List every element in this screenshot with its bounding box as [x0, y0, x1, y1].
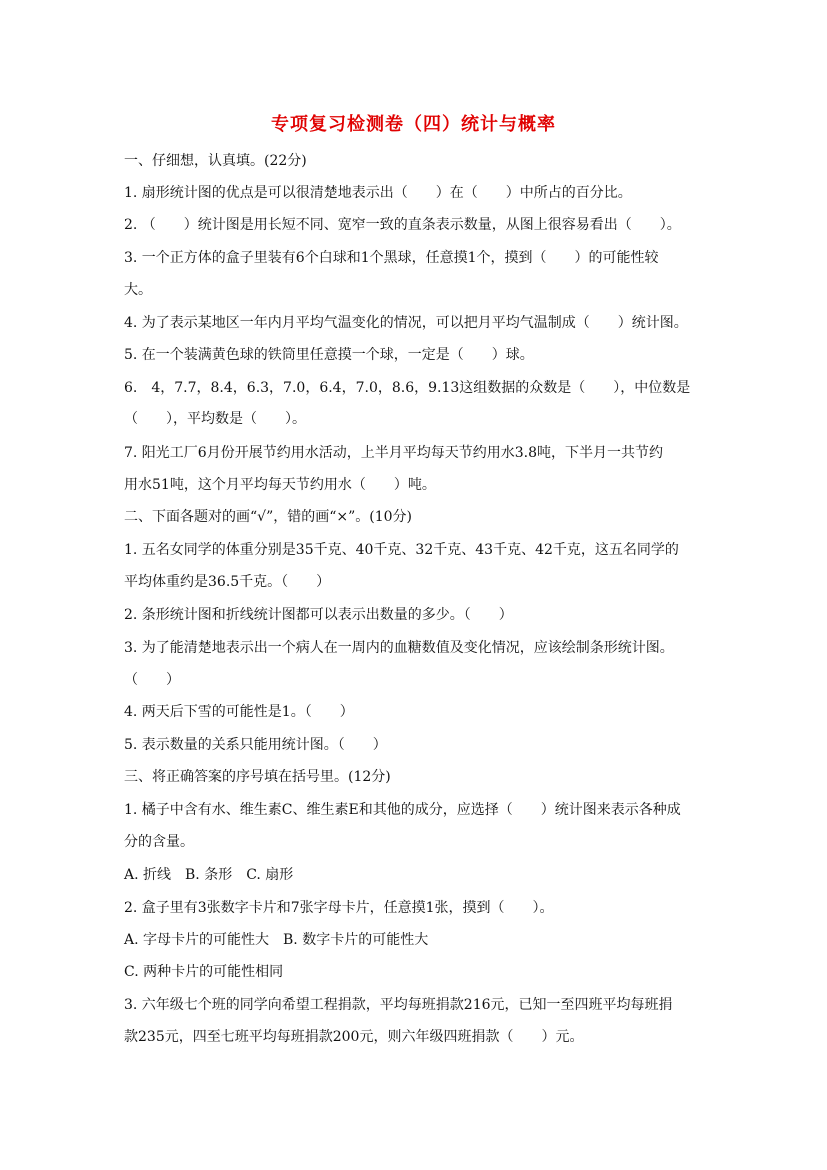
question-line: 大。: [124, 282, 152, 298]
question-line: 2. 盒子里有3张数字卡片和7张字母卡片，任意摸1张，摸到（ ）。: [124, 900, 554, 916]
question-line: 1. 橘子中含有水、维生素C、维生素E和其他的成分，应选择（ ）统计图来表示各种成: [124, 802, 681, 818]
section-1-heading: 一、仔细想，认真填。(22分): [124, 153, 307, 169]
question-line: 6. 4，7.7，8.4，6.3，7.0，6.4，7.0，8.6，9.13这组数据的众数是（ ），中位数是: [124, 380, 691, 396]
question-line: 5. 在一个装满黄色球的铁筒里任意摸一个球，一定是（ ）球。: [124, 347, 534, 363]
question-line: 1. 扇形统计图的优点是可以很清楚地表示出（ ）在（ ）中所占的百分比。: [124, 185, 632, 201]
question-line: （ ），平均数是（ ）。: [124, 411, 306, 427]
question-line: 平均体重约是36.5千克。（ ）: [124, 574, 331, 590]
question-line: 2. 条形统计图和折线统计图都可以表示出数量的多少。（ ）: [124, 607, 513, 623]
question-line: 分的含量。: [124, 834, 194, 850]
option-line: A. 折线 B. 条形 C. 扇形: [124, 867, 294, 883]
question-line: 2. （ ）统计图是用长短不同、宽窄一致的直条表示数量，从图上很容易看出（ ）。: [124, 217, 681, 233]
option-line: A. 字母卡片的可能性大 B. 数字卡片的可能性大: [124, 932, 429, 948]
section-2-heading: 二、下面各题对的画“√”，错的画“×”。(10分): [124, 509, 413, 525]
question-line: 用水51吨，这个月平均每天节约用水（ ）吨。: [124, 477, 436, 493]
question-line: （ ）: [124, 672, 180, 688]
question-line: 5. 表示数量的关系只能用统计图。（ ）: [124, 737, 387, 753]
question-line: 3. 一个正方体的盒子里装有6个白球和1个黑球，任意摸1个，摸到（ ）的可能性较: [124, 250, 659, 266]
question-line: 4. 为了表示某地区一年内月平均气温变化的情况，可以把月平均气温制成（ ）统计图。: [124, 315, 688, 331]
question-line: 3. 为了能清楚地表示出一个病人在一周内的血糖数值及变化情况，应该绘制条形统计图。: [124, 640, 674, 656]
question-line: 7. 阳光工厂6月份开展节约用水活动，上半月平均每天节约用水3.8吨，下半月一共节约: [124, 445, 663, 461]
question-line: 3. 六年级七个班的同学向希望工程捐款，平均每班捐款216元，已知一至四班平均每班捐: [124, 997, 673, 1013]
option-line: C. 两种卡片的可能性相同: [124, 964, 284, 980]
section-3-heading: 三、将正确答案的序号填在括号里。(12分): [124, 769, 391, 785]
question-line: 款235元，四至七班平均每班捐款200元，则六年级四班捐款（ ）元。: [124, 1029, 584, 1045]
question-line: 1. 五名女同学的体重分别是35千克、40千克、32千克、43千克、42千克，这五名同学的: [124, 542, 679, 558]
document-title: 专项复习检测卷（四）统计与概率: [271, 114, 556, 135]
question-line: 4. 两天后下雪的可能性是1。（ ）: [124, 704, 354, 720]
